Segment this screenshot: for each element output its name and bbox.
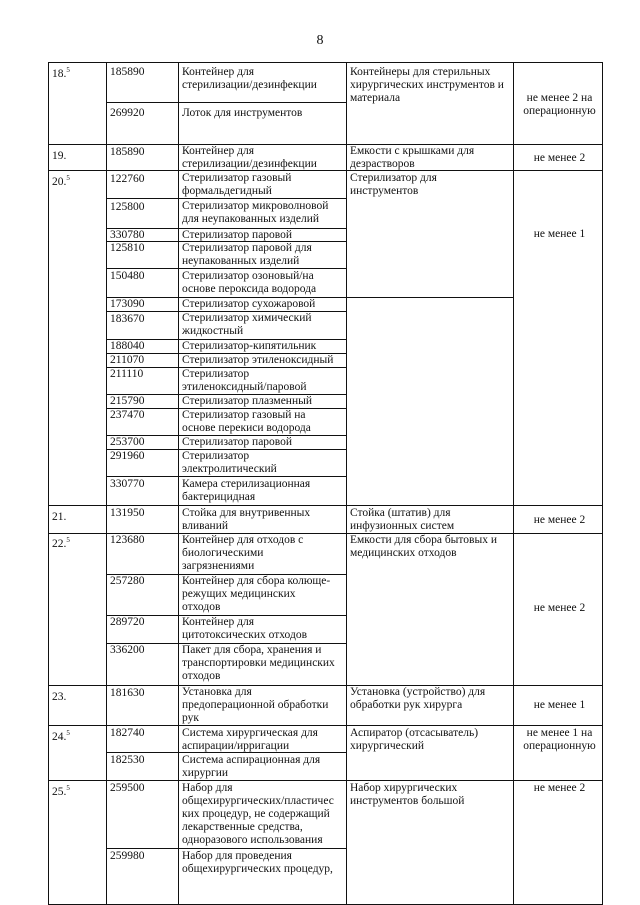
item-name: Стерилизатор этиленоксидный <box>182 354 334 366</box>
item-code: 150480 <box>110 270 145 282</box>
related-equipment: Стойка (штатив) для инфузионных систем <box>350 507 455 532</box>
item-code: 123680 <box>110 534 145 546</box>
item-code: 257280 <box>110 575 145 587</box>
equipment-table <box>48 62 603 905</box>
item-code: 182740 <box>110 727 145 739</box>
quantity: не менее 2 <box>533 782 586 794</box>
item-name: Стерилизатор газовый на основе перекиси водорода <box>182 409 311 434</box>
item-name: Лоток для инструментов <box>182 107 303 119</box>
item-name: Стерилизатор паровой для неупакованных изделий <box>182 242 312 267</box>
item-code: 211110 <box>110 368 144 380</box>
related-equipment: Емкости для сбора бытовых и медицинских отходов <box>350 534 497 559</box>
item-name: Стерилизатор газовый формальдегидный <box>182 172 292 197</box>
item-name: Система хирургическая для аспирации/ирригации <box>182 727 318 752</box>
item-name: Стерилизатор этиленоксидный/паровой <box>182 368 307 393</box>
item-name: Контейнер для цитотоксических отходов <box>182 616 307 641</box>
item-code: 237470 <box>110 409 145 421</box>
quantity: не менее 2 на операционную <box>523 92 596 117</box>
item-code: 336200 <box>110 644 145 656</box>
item-name: Стерилизатор-кипятильник <box>182 340 317 352</box>
item-name: Контейнер для стерилизации/дезинфекции <box>182 66 317 91</box>
item-name: Стерилизатор паровой <box>182 229 293 241</box>
item-name: Контейнер для сбора колюще- режущих медицинских отходов <box>182 575 331 613</box>
related-equipment: Набор хирургических инструментов большой <box>350 782 465 807</box>
item-code: 181630 <box>110 687 145 699</box>
item-code: 289720 <box>110 616 145 628</box>
quantity: не менее 1 <box>533 699 586 711</box>
related-equipment: Установка (устройство) для обработки рук хирурга <box>350 686 486 711</box>
item-code: 183670 <box>110 313 145 325</box>
row-number: 20.$^5$ <box>52 174 70 188</box>
item-name: Набор для общехирургических/пластичес ких процедур, не содержащий лекарственные средства, одноразового использования <box>182 782 334 846</box>
item-code: 182530 <box>110 754 145 766</box>
item-code: 215790 <box>110 395 145 407</box>
item-name: Стерилизатор озоновый/на основe пероксида водорода <box>182 270 317 295</box>
item-name: Установка для предоперационной обработки рук <box>182 686 329 724</box>
row-number: 19. <box>52 149 67 162</box>
item-name: Пакет для сбора, хранения и транспортировки медицинских отходов <box>182 644 335 682</box>
item-name: Стерилизатор паровой <box>182 436 293 448</box>
related-equipment: Стерилизатор для инструментов <box>350 172 437 197</box>
item-name: Набор для проведения общехирургических процедур, <box>182 850 333 875</box>
item-code: 131950 <box>110 507 145 519</box>
item-code: 185890 <box>110 146 145 158</box>
item-name: Камера стерилизационная бактерицидная <box>182 478 311 503</box>
item-code: 211070 <box>110 354 145 366</box>
related-equipment: Контейнеры для стерильных хирургических инструментов и материала <box>350 66 504 104</box>
row-number: 25.$^5$ <box>52 784 70 798</box>
row-number: 23. <box>52 690 67 703</box>
item-code: 330780 <box>110 229 145 241</box>
item-name: Система аспирационная для хирургии <box>182 754 321 779</box>
quantity: не менее 1 <box>533 228 586 240</box>
item-code: 125800 <box>110 201 145 213</box>
related-equipment: Емкости с крышками для дезрастворов <box>350 145 475 170</box>
row-number: 21. <box>52 510 67 523</box>
item-code: 291960 <box>110 450 145 462</box>
quantity: не менее 2 <box>533 152 586 164</box>
item-code: 185890 <box>110 66 145 78</box>
row-number: 24.$^5$ <box>52 729 70 743</box>
item-code: 269920 <box>110 107 145 119</box>
quantity: не менее 2 <box>533 602 586 614</box>
quantity: не менее 1 на операционную <box>523 727 596 752</box>
row-number: 18.$^5$ <box>52 66 70 80</box>
item-code: 173090 <box>110 298 145 310</box>
page-number: 8 <box>316 33 324 48</box>
item-code: 122760 <box>110 173 145 185</box>
quantity: не менее 2 <box>533 514 586 526</box>
item-name: Стерилизатор электролитический <box>182 450 277 475</box>
item-code: 253700 <box>110 436 145 448</box>
item-name: Стерилизатор микроволновой для неупакованных изделий <box>182 200 329 225</box>
item-name: Стерилизатор плазменный <box>182 395 312 407</box>
item-code: 330770 <box>110 478 145 490</box>
item-name: Контейнер для отходов с биологическими загрязнениями <box>182 534 304 572</box>
related-equipment: Аспиратор (отсасыватель) хирургический <box>350 727 479 752</box>
item-code: 125810 <box>110 242 145 254</box>
item-code: 188040 <box>110 340 145 352</box>
item-code: 259500 <box>110 782 145 794</box>
row-number: 22.$^5$ <box>52 536 70 550</box>
item-code: 259980 <box>110 850 145 862</box>
item-name: Стерилизатор сухожаровой <box>182 298 316 310</box>
item-name: Стерилизатор химический жидкостный <box>182 312 312 337</box>
item-name: Стойка для внутривенных вливаний <box>182 507 311 532</box>
item-name: Контейнер для стерилизации/дезинфекции <box>182 145 317 170</box>
